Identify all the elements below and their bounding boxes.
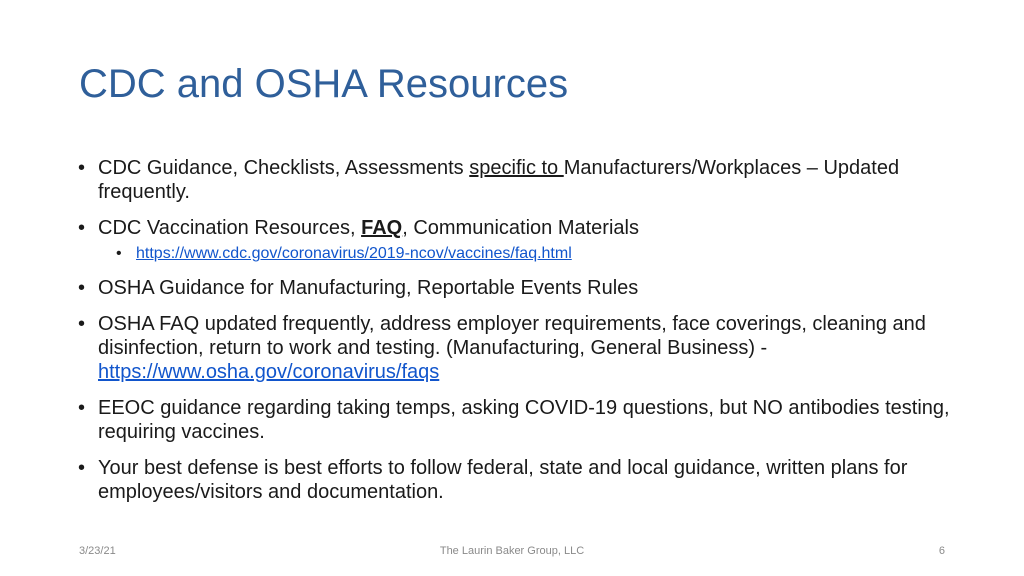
- footer-company: The Laurin Baker Group, LLC: [439, 545, 585, 557]
- bullet-text: OSHA Guidance for Manufacturing, Reportable Events Rules: [98, 277, 639, 299]
- bullet-item-eeoc: [78, 396, 958, 444]
- bullet-text: Manufacturers/Workplaces – Updated frequently.: [98, 157, 900, 203]
- cdc-faq-link[interactable]: https://www.cdc.gov/coronavirus/2019-ncov/vaccines/faq.html: [136, 245, 572, 262]
- underlined-text: specific to: [469, 157, 564, 179]
- faq-link[interactable]: FAQ: [361, 217, 403, 239]
- bullet-item-best-defense: [78, 456, 958, 504]
- bullet-item-osha-faq: [78, 312, 958, 384]
- footer-date: 3/23/21: [79, 545, 116, 557]
- slide-title: CDC and OSHA Resources: [79, 62, 569, 106]
- bullet-text: Your best defense is best efforts to follow federal, state and local guidance, written plans for employees/visitors and documentation.: [98, 457, 908, 503]
- bullet-text: CDC Vaccination Resources,: [98, 217, 362, 239]
- sub-bullet-cdc-faq-url: [78, 244, 958, 264]
- bullet-text: OSHA FAQ updated frequently, address employer requirements, face coverings, cleaning and disinfection, return to work and testing. (Manufacturing, General Business) -: [98, 313, 926, 359]
- bullet-list: [78, 156, 958, 516]
- bullet-item-osha-guidance: [78, 276, 958, 300]
- osha-faq-link[interactable]: https://www.osha.gov/coronavirus/faqs: [98, 361, 440, 383]
- bullet-text: CDC Guidance, Checklists, Assessments: [98, 157, 470, 179]
- bullet-item-cdc-vaccination: [78, 216, 958, 240]
- bullet-text: , Communication Materials: [402, 217, 639, 239]
- footer-page-number: 6: [938, 545, 945, 557]
- bullet-text: EEOC guidance regarding taking temps, asking COVID-19 questions, but NO antibodies testing, requiring vaccines.: [98, 397, 950, 443]
- bullet-item-cdc-guidance: [78, 156, 958, 204]
